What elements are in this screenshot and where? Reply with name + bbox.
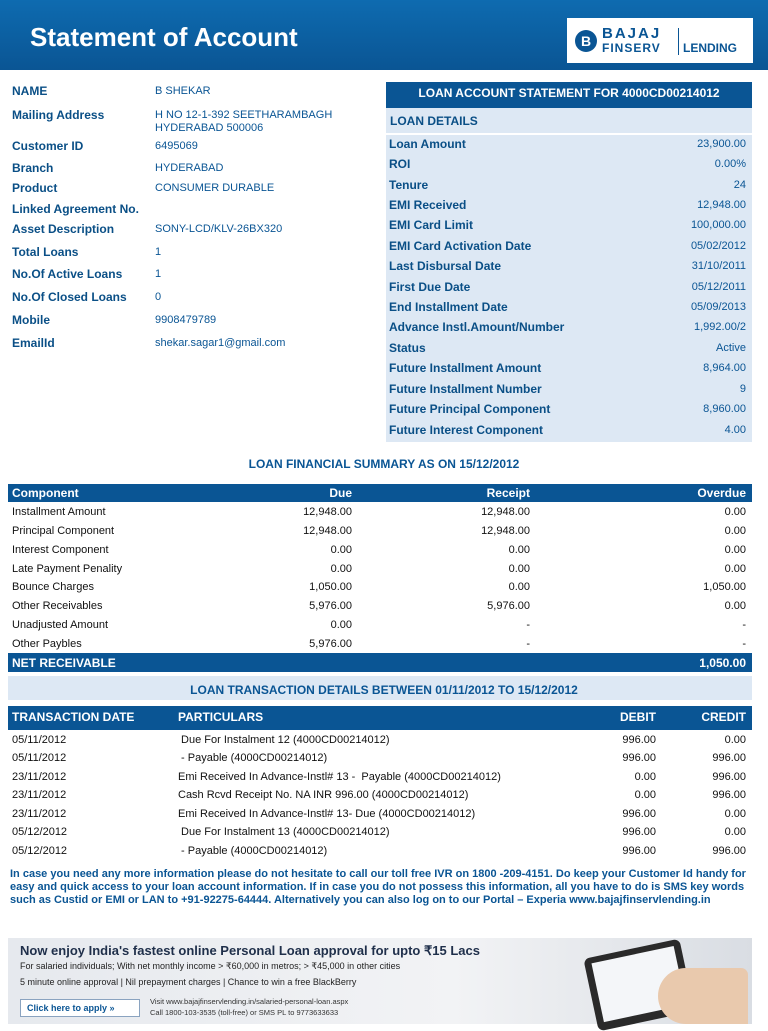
financial-summary-row [8,560,752,579]
table-cell: 996.00 [622,752,656,764]
table-cell: Emi Received In Advance-Instl# 13 - Payable (4000CD00214012) [178,771,501,783]
table-cell: 05/12/2012 [12,826,68,838]
column-header: DEBIT [620,710,656,724]
customer-value: 9908479789 [155,314,217,326]
transaction-row [8,768,752,787]
customer-label: Linked Agreement No. [12,202,139,216]
customer-row [8,288,376,308]
loan-value: 1,992.00/2 [694,321,746,333]
loan-value: 24 [733,179,746,191]
loan-label: Loan Amount [389,137,466,151]
page-title: Statement of Account [30,22,298,52]
financial-summary-row [8,522,752,541]
loan-value: 8,960.00 [703,403,746,415]
loan-row [386,298,752,318]
table-cell: 0.00 [508,581,530,593]
customer-label: Mailing Address [12,108,105,122]
column-header: TRANSACTION DATE [12,710,135,724]
loan-row [386,155,752,175]
table-cell: 0.00 [634,789,656,801]
loan-value: 0.00% [714,158,746,170]
loan-details-subheading [386,108,752,133]
table-cell: Other Receivables [12,600,103,612]
customer-label: Mobile [12,313,50,327]
loan-label: ROI [389,157,411,171]
customer-row [8,179,376,199]
customer-email[interactable]: shekar.sagar1@gmail.com [155,337,286,349]
financial-summary-row [8,635,752,654]
loan-row [386,257,752,277]
customer-label: No.Of Closed Loans [12,290,127,304]
loan-label: Last Disbursal Date [389,259,502,273]
loan-details-rows [386,135,752,442]
table-cell: 0.00 [724,525,746,537]
table-cell: 996.00 [622,734,656,746]
loan-statement-heading: LOAN ACCOUNT STATEMENT FOR 4000CD00214012 [386,82,752,108]
table-cell: 996.00 [622,808,656,820]
table-cell: 0.00 [724,826,746,838]
loan-row [386,318,752,338]
table-cell: 5,976.00 [487,600,530,612]
promo-banner[interactable] [8,938,752,1024]
table-cell: Due For Instalment 13 (4000CD00214012) [178,826,390,838]
customer-label: Asset Description [12,222,115,236]
table-cell: 0.00 [330,619,352,631]
table-cell: 12,948.00 [303,525,352,537]
promo-call-text: Call 1800-103-3535 (toll-free) or SMS PL to 9773633633 [150,1008,339,1017]
table-cell: - [526,619,530,631]
customer-label: NAME [12,84,48,98]
promo-line: 5 minute online approval | Nil prepayment charges | Chance to win a free BlackBerry [20,977,357,987]
customer-row [8,106,376,136]
logo-lending-text: LENDING [683,41,737,55]
table-cell: 996.00 [712,752,746,764]
loan-label: EMI Received [389,198,467,212]
loan-row [386,380,752,400]
loan-label: Future Principal Component [389,402,551,416]
loan-label: Tenure [389,178,429,192]
table-cell: 0.00 [508,544,530,556]
table-cell: 996.00 [622,826,656,838]
loan-value: 23,900.00 [697,138,746,150]
customer-label: No.Of Active Loans [12,267,123,281]
column-header: Receipt [486,486,530,500]
loan-label: Future Interest Component [389,423,544,437]
table-cell: 996.00 [712,789,746,801]
table-cell: Late Payment Penality [12,563,123,575]
loan-value: 05/09/2013 [690,301,746,313]
transaction-row [8,786,752,805]
table-cell: 05/11/2012 [12,734,67,746]
table-cell: 5,976.00 [309,638,352,650]
logo-finserv-text: FINSERV [602,41,661,55]
loan-row [386,176,752,196]
customer-label: Customer ID [12,139,84,153]
transaction-row [8,731,752,750]
loan-value: 8,964.00 [703,362,746,374]
loan-label: EMI Card Limit [389,218,474,232]
logo-mark-icon: B [575,30,597,52]
loan-row [386,237,752,257]
customer-row [8,137,376,157]
table-cell: 996.00 [622,845,656,857]
table-cell: Bounce Charges [12,581,94,593]
table-cell: 23/11/2012 [12,771,67,783]
help-notice [10,868,750,907]
loan-row [386,196,752,216]
table-cell: 12,948.00 [303,506,352,518]
customer-row [8,311,376,331]
table-cell: 996.00 [712,771,746,783]
table-cell: 0.00 [724,734,746,746]
table-cell: Cash Rcvd Receipt No. NA INR 996.00 (4000CD00214012) [178,789,469,801]
loan-value: 05/12/2011 [691,281,746,293]
loan-label: Advance Instl.Amount/Number [389,320,565,334]
table-cell: 0.00 [330,544,352,556]
financial-summary-row [8,541,752,560]
table-cell: 1,050.00 [703,581,746,593]
net-receivable-row [8,653,752,672]
loan-value: 05/02/2012 [690,240,746,252]
financial-summary-row [8,578,752,597]
promo-title: Now enjoy India's fastest online Personal Loan approval for upto ₹15 Lacs [20,943,480,958]
loan-details-subheading-text: LOAN DETAILS [390,114,478,128]
table-cell: 1,050.00 [309,581,352,593]
loan-label: EMI Card Activation Date [389,239,532,253]
table-cell: - Payable (4000CD00214012) [178,752,328,764]
customer-value: SONY-LCD/KLV-26BX320 [155,223,283,235]
financial-summary-row [8,616,752,635]
financial-summary-row [8,597,752,616]
customer-row [8,243,376,263]
table-cell: Installment Amount [12,506,106,518]
customer-row [8,159,376,179]
table-cell: 23/11/2012 [12,808,67,820]
customer-value: B SHEKAR [155,85,211,97]
loan-row [386,135,752,155]
logo-divider [678,28,679,55]
table-cell: 0.00 [724,506,746,518]
table-cell: 0.00 [724,808,746,820]
column-header: PARTICULARS [178,710,264,724]
notice-line: In case you need any more information please do not hesitate to call our toll free IVR on 1800 -209-4151. Do keep your Customer Id handy for [10,868,746,880]
loan-row [386,339,752,359]
table-cell: 0.00 [724,600,746,612]
transaction-row [8,749,752,768]
promo-visit-link[interactable]: Visit www.bajajfinservlending.in/salaried-personal-loan.aspx [150,997,349,1006]
customer-value: CONSUMER DURABLE [155,182,275,194]
customer-label: Product [12,181,58,195]
table-cell: 12,948.00 [481,506,530,518]
table-cell: 0.00 [508,563,530,575]
customer-value: 1 [155,268,162,280]
table-cell: Other Paybles [12,638,82,650]
loan-label: End Installment Date [389,300,508,314]
table-cell: 23/11/2012 [12,789,67,801]
table-cell: 0.00 [724,563,746,575]
logo-bajaj-text: BAJAJ [602,25,662,42]
financial-summary-header [8,484,752,502]
table-cell: 05/11/2012 [12,752,67,764]
table-cell: Unadjusted Amount [12,619,109,631]
customer-row [8,200,376,220]
loan-value: Active [716,342,746,354]
customer-value: HYDERABAD [155,162,224,174]
net-receivable-value: 1,050.00 [699,656,746,670]
notice-line: easy and quick access to your loan account information. If in case you do not possess this information, all you have to do is SMS key words [10,881,745,893]
table-cell: 5,976.00 [309,600,352,612]
customer-value-line2: HYDERABAD 500006 [155,122,264,134]
net-receivable-label: NET RECEIVABLE [12,656,116,670]
table-cell: Principal Component [12,525,115,537]
customer-value: 1 [155,246,162,258]
transactions-title: LOAN TRANSACTION DETAILS BETWEEN 01/11/2012 TO 15/12/2012 [190,683,578,697]
customer-value: 0 [155,291,162,303]
customer-row [8,220,376,240]
apply-button[interactable]: Click here to apply » [20,999,140,1017]
transactions-header [8,706,752,730]
transaction-row [8,823,752,842]
table-cell: Interest Component [12,544,109,556]
loan-value: 100,000.00 [690,219,746,231]
table-cell: 05/12/2012 [12,845,68,857]
column-header: Due [329,486,352,500]
promo-line: For salaried individuals; With net monthly income > ₹60,000 in metros; > ₹45,000 in other cities [20,961,401,971]
loan-row [386,400,752,420]
loan-label: Future Installment Number [389,382,542,396]
page-header [0,0,768,70]
table-cell: 996.00 [712,845,746,857]
customer-row [8,334,376,354]
loan-row [386,421,752,441]
table-cell: 0.00 [634,771,656,783]
table-cell: 12,948.00 [481,525,530,537]
loan-label: First Due Date [389,280,471,294]
customer-label: EmailId [12,336,55,350]
table-cell: - [742,619,746,631]
loan-value: 31/10/2011 [691,260,746,272]
bajaj-finserv-logo [567,18,753,63]
column-header: Component [12,486,79,500]
transaction-row [8,842,752,861]
table-cell: 0.00 [330,563,352,575]
table-cell: 0.00 [724,544,746,556]
financial-summary-title: LOAN FINANCIAL SUMMARY AS ON 15/12/2012 [248,457,520,471]
customer-label: Branch [12,161,54,175]
loan-value: 12,948.00 [697,199,746,211]
table-cell: - [742,638,746,650]
financial-summary-row [8,503,752,522]
loan-row [386,216,752,236]
loan-label: Future Installment Amount [389,361,542,375]
table-cell: - [526,638,530,650]
loan-row [386,359,752,379]
customer-row [8,82,376,102]
table-cell: - Payable (4000CD00214012) [178,845,328,857]
column-header: Overdue [697,486,746,500]
hand-image [658,968,748,1024]
loan-value: 4.00 [724,424,746,436]
loan-row [386,278,752,298]
customer-value: H NO 12-1-392 SEETHARAMBAGH [155,109,333,121]
loan-value: 9 [739,383,746,395]
customer-value: 6495069 [155,140,198,152]
loan-label: Status [389,341,426,355]
notice-line: such as Custid or EMI or LAN to +91-92275-64444. Alternatively you can also log on to our Portal – Experia www.bajajfinservlending.in [10,894,711,906]
column-header: CREDIT [701,710,746,724]
customer-row [8,265,376,285]
transaction-row [8,805,752,824]
customer-label: Total Loans [12,245,79,259]
table-cell: Emi Received In Advance-Instl# 13- Due (4000CD00214012) [178,808,476,820]
table-cell: Due For Instalment 12 (4000CD00214012) [178,734,390,746]
